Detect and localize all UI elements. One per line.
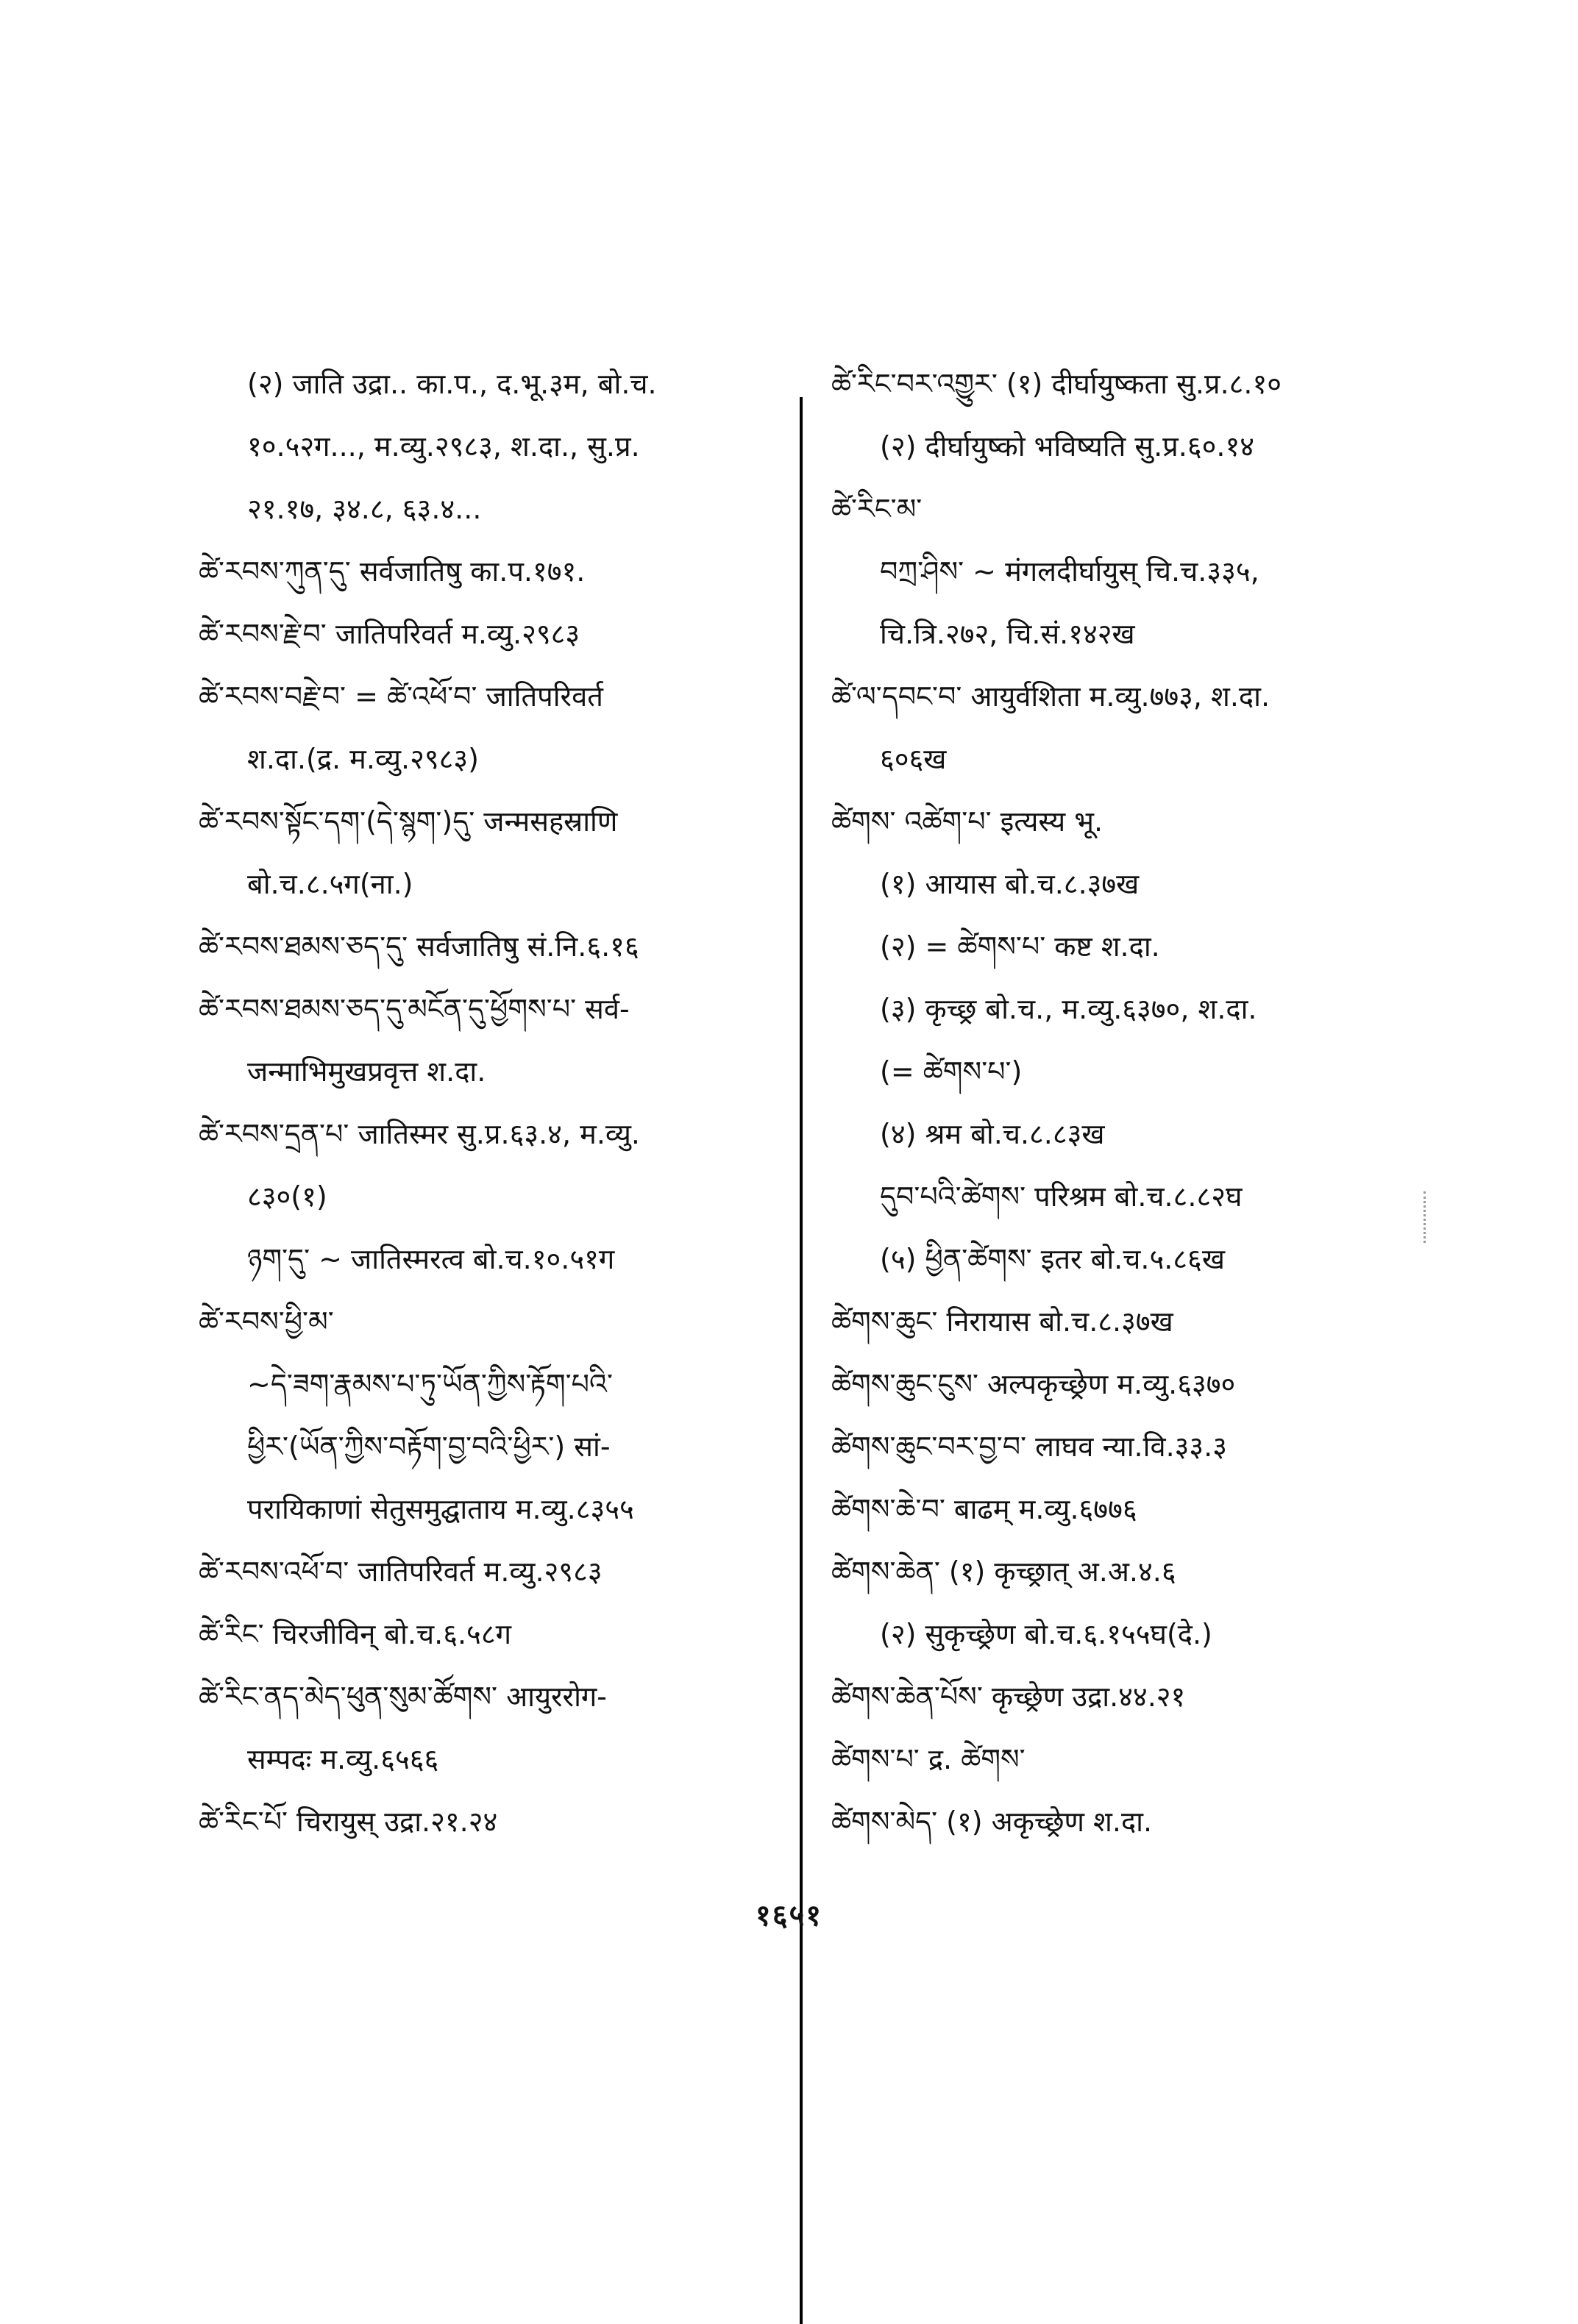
dictionary-line: ८३०(१) <box>247 1180 327 1213</box>
dictionary-line: ཚེགས་ཆེན་ (१) कृच्छ्रात् अ.अ.४.६ <box>831 1555 1176 1588</box>
dictionary-line: (२) सुकृच्छ्रेण बो.च.६.१५५घ(दे.) <box>880 1618 1212 1650</box>
dictionary-line: ཚེ་རབས་འཕོ་བ་ जातिपरिवर्त म.व्यु.२९८३ <box>199 1555 603 1588</box>
dictionary-line: (४) श्रम बो.च.८.८३ख <box>880 1118 1105 1150</box>
dictionary-line: ཚེགས་ འཚེག་པ་ इत्यस्य भू. <box>831 805 1103 838</box>
dictionary-line: ཚེ་རབས་ཐམས་ཅད་དུ་མངོན་དུ་ཕྱོགས་པ་ सर्व- <box>199 993 630 1025</box>
left-column <box>199 353 787 1853</box>
dictionary-line: (३) कृच्छ्र बो.च., म.व्यु.६३७०, श.दा. <box>880 993 1257 1025</box>
dictionary-line: བཀྲ་ཤིས་ ~ मंगलदीर्घायुस् चि.च.३३५, <box>880 555 1259 588</box>
dictionary-line: ཚེ་རབས་དྲན་པ་ जातिस्मर सु.प्र.६३.४, म.व्यु. <box>199 1118 641 1150</box>
dictionary-line: जन्माभिमुखप्रवृत्त श.दा. <box>247 1055 486 1088</box>
dictionary-line: श.दा.(द्र. म.व्यु.२९८३) <box>247 743 479 775</box>
dictionary-line: ཚེ་རབས་རྗེ་བ་ जातिपरिवर्त म.व्यु.२९८३ <box>199 618 580 650</box>
dictionary-line: (= ཚེགས་པ་) <box>880 1055 1023 1088</box>
dictionary-line: ཚེ་རིང་ནད་མེད་ཕུན་སུམ་ཚོགས་ आयुररोग- <box>199 1680 608 1713</box>
dictionary-line: ཚེ་རིང་པོ་ चिरायुस् उद्रा.२१.२४ <box>199 1806 498 1838</box>
dictionary-line: (२) दीर्घायुष्को भविष्यति सु.प्र.६०.१४ <box>880 430 1254 463</box>
dictionary-line: ཚེ་རབས་ཐམས་ཅད་དུ་ सर्वजातिषु सं.नि.६.१६ <box>199 930 639 963</box>
dictionary-line: ཚེགས་པ་ द्र. ཚེགས་ <box>831 1743 1026 1775</box>
dictionary-line: बो.च.८.५ग(ना.) <box>247 868 413 900</box>
dictionary-line: ཕྱིར་(ཡོན་ཀྱིས་བརྟོག་བྱ་བའི་ཕྱིར་) सां- <box>247 1430 611 1463</box>
dictionary-line: ཚེ་རབས་བརྗེ་བ་ = ཚེ་འཕོ་བ་ जातिपरिवर्त <box>199 680 603 713</box>
dictionary-line: २१.१७, ३४.८, ६३.४... <box>247 493 482 525</box>
dictionary-line: ཉག་དུ་ ~ जातिस्मरत्व बो.च.१०.५१ग <box>247 1243 615 1275</box>
dictionary-line: ཚེ་རིང་ चिरजीविन् बो.च.६.५८ग <box>199 1618 511 1650</box>
dictionary-line: (२) जाति उद्रा.. का.प., द.भू.३म, बो.च. <box>247 368 657 400</box>
dictionary-line: ཚེ་རབས་ཀུན་དུ་ सर्वजातिषु का.प.१७१. <box>199 555 586 588</box>
scan-artifact <box>1424 1191 1429 1243</box>
right-column <box>831 353 1420 1853</box>
dictionary-line: ཚེ་རིང་མ་ <box>831 493 923 525</box>
dictionary-line: (२) = ཚེགས་པ་ कष्ट श.दा. <box>880 930 1160 963</box>
dictionary-line: ཚེགས་ཆུང་ निरायास बो.च.८.३७ख <box>831 1305 1173 1338</box>
dictionary-line: १०.५२ग..., म.व्यु.२९८३, श.दा., सु.प्र. <box>247 430 640 463</box>
column-divider <box>800 397 803 2324</box>
dictionary-line: ཚེ་རིང་བར་འགྱུར་ (१) दीर्घायुष्कता सु.प्र.८.१० <box>831 368 1282 400</box>
dictionary-line: ཚེགས་མེད་ (१) अकृच्छ्रेण श.दा. <box>831 1806 1153 1838</box>
page-number: १६५१ <box>755 1899 823 1933</box>
dictionary-line: परायिकाणां सेतुसमुद्घाताय म.व्यु.८३५५ <box>247 1493 634 1525</box>
dictionary-line: सम्पदः म.व्यु.६५६६ <box>247 1743 439 1775</box>
dictionary-line: ཚེགས་ཆེ་བ་ बाढम् म.व्यु.६७७६ <box>831 1493 1137 1525</box>
dictionary-line: (५) ཕྱིན་ཚེགས་ इतर बो.च.५.८६ख <box>880 1243 1225 1275</box>
dictionary-line: (१) आयास बो.च.८.३७ख <box>880 868 1140 900</box>
dictionary-line: ཚེ་ལ་དབང་བ་ आयुर्वशिता म.व्यु.७७३, श.दा. <box>831 680 1270 713</box>
dictionary-line: ६०६ख <box>880 743 947 775</box>
dictionary-line: ཚེགས་ཆུང་ངུས་ अल्पकृच्छ्रेण म.व्यु.६३७० <box>831 1368 1236 1400</box>
dictionary-line: ཚེ་རབས་སྟོང་དག་(དེ་སྙག་)དུ་ जन्मसहस्राणि <box>199 805 618 838</box>
dictionary-line: ~དེ་ཟག་རྣམས་པ་ཏུ་ཡོན་ཀྱིས་རྟོག་པའི་ <box>247 1368 613 1400</box>
dictionary-line: चि.त्रि.२७२, चि.सं.१४२ख <box>880 618 1135 650</box>
dictionary-line: དུབ་པའི་ཚེགས་ परिश्रम बो.च.८.८२घ <box>880 1180 1243 1213</box>
dictionary-line: ཚེགས་ཆེན་པོས་ कृच्छ्रेण उद्रा.४४.२१ <box>831 1680 1186 1713</box>
dictionary-line: ཚེ་རབས་ཕྱི་མ་ <box>199 1305 334 1338</box>
dictionary-line: ཚེགས་ཆུང་བར་བྱ་བ་ लाघव न्या.वि.३३.३ <box>831 1430 1228 1463</box>
